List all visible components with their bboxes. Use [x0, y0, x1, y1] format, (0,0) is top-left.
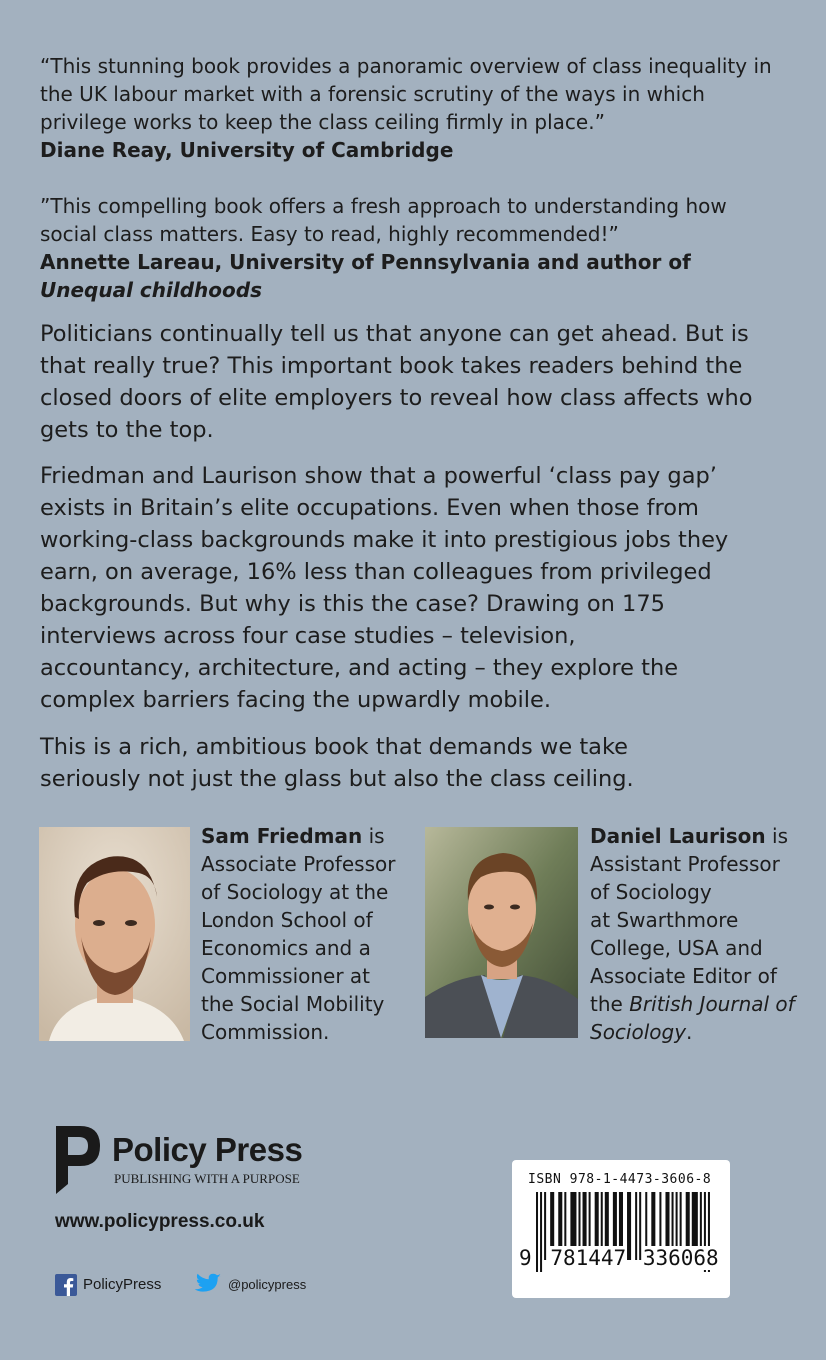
- quote-text: “This stunning book provides a panoramic overview of class inequality in the UK labour market with a forensic scrutiny of the ways in which privilege works to keep the class ceiling firmly in place.”: [40, 54, 772, 134]
- quote-author: Annette Lareau, University of Pennsylvania and author of: [40, 250, 691, 274]
- publisher-tagline: PUBLISHING WITH A PURPOSE: [114, 1171, 300, 1186]
- isbn-barcode: [512, 1160, 730, 1298]
- author-photo-friedman: [39, 827, 190, 1041]
- facebook-icon: [55, 1274, 77, 1296]
- facebook-handle: PolicyPress: [83, 1276, 162, 1293]
- blurb-paragraph-3: This is a rich, ambitious book that demands we take seriously not just the glass but also the class ceiling.: [40, 734, 634, 792]
- quote-author-book-title: Unequal childhoods: [40, 278, 262, 302]
- author-name: Sam Friedman: [201, 824, 363, 848]
- author-photo-laurison: [425, 827, 578, 1038]
- publisher-name: Policy Press: [112, 1131, 303, 1168]
- quote-author: Diane Reay, University of Cambridge: [40, 138, 454, 162]
- quote-reay: [40, 52, 780, 164]
- author-name: Daniel Laurison: [590, 824, 766, 848]
- blurb-paragraph-1: Politicians continually tell us that anyone can get ahead. But is that really true? This important book takes readers behind the closed doors of elite employers to reveal how class affects who gets to the top.: [40, 321, 753, 443]
- policy-press-logo-icon: [54, 1124, 102, 1196]
- publisher-website-link[interactable]: www.policypress.co.uk: [55, 1211, 265, 1232]
- quote-text: ”This compelling book offers a fresh approach to understanding how social class matters. Easy to read, highly recommended!”: [40, 194, 727, 246]
- isbn-label: ISBN 978-1-4473-3606-8: [528, 1172, 712, 1187]
- twitter-bird-icon: [194, 1273, 222, 1297]
- author-bio-friedman: Sam Friedman is Associate Professor of Sociology at the London School of Economics and a Commissioner at the Social Mobility Commission.: [201, 824, 396, 1044]
- twitter-handle: @policypress: [228, 1277, 307, 1292]
- quote-lareau: [40, 192, 780, 304]
- facebook-link[interactable]: [55, 1272, 161, 1298]
- twitter-link[interactable]: [194, 1272, 306, 1298]
- author-bio-laurison: Daniel Laurison is Assistant Professor of Sociology at Swarthmore College, USA and Associate Editor of the British Journal of Sociology.: [590, 824, 795, 1044]
- barcode-digits: 9 781447 336068: [519, 1246, 719, 1270]
- blurb-paragraph-2: Friedman and Laurison show that a powerful ‘class pay gap’ exists in Britain’s elite occupations. Even when those from working-class backgrounds make it into prestigious jobs they earn, on average, 16% less than colleagues from privileged backgrounds. But why is this the case? Drawing on 175 interviews across four case studies – television, accountancy, architecture, and acting – they explore the complex barriers facing the upwardly mobile.: [40, 463, 729, 713]
